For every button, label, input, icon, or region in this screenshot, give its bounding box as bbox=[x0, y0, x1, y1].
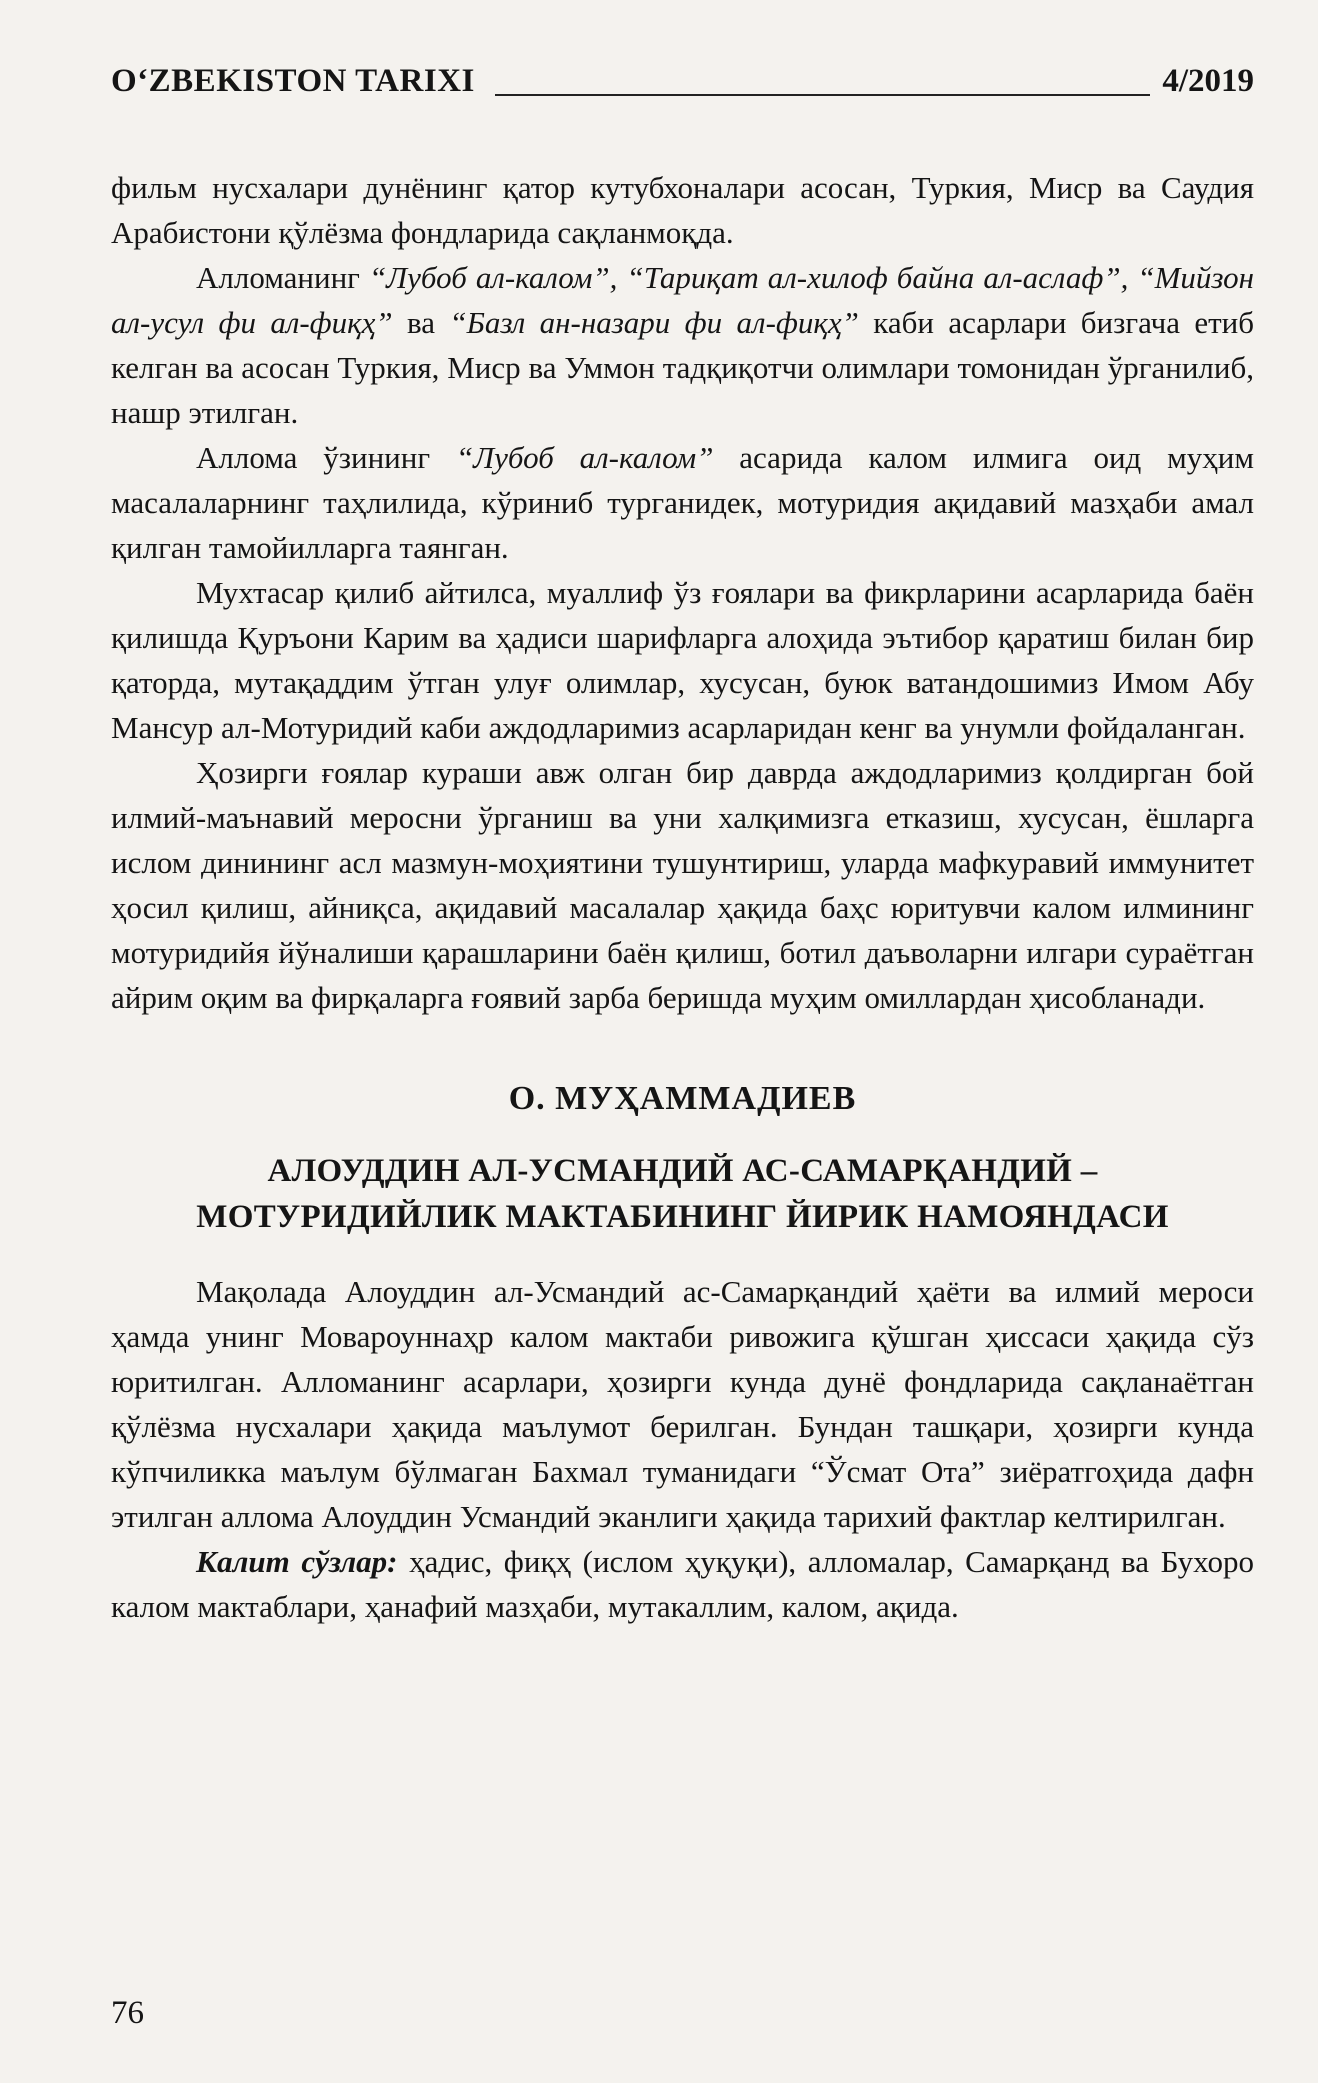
paragraph-3 bbox=[111, 435, 1254, 570]
journal-title: O‘ZBEKISTON TARIXI bbox=[111, 63, 475, 99]
header-rule bbox=[495, 94, 1150, 96]
issue-number: 4/2019 bbox=[1162, 63, 1254, 99]
paragraph-1: фильм нусхалари дунёнинг қатор кутубхоналари асосан, Туркия, Миср ва Саудия Арабистони қўлёзма фондларида сақланмоқда. bbox=[111, 170, 1254, 250]
paragraph-2-works-2: “Базл ан-назари фи ал-фиқҳ” bbox=[449, 305, 859, 340]
keywords-text: ҳадис, фиқҳ (ислом ҳуқуқи), алломалар, Самарқанд ва Бухоро калом мактаблари, ҳанафий мазҳаби, мутакаллим, калом, ақида. bbox=[111, 1544, 1254, 1624]
article-keywords bbox=[111, 1539, 1254, 1629]
paragraph-5: Ҳозирги ғоялар кураши авж олган бир даврда аждодларимиз қолдирган бой илмий-маънавий меросни ўрганиш ва уни халқимизга етказиш, хусусан, ёшларга ислом динининг асл мазмун-моҳиятини тушунтириш, уларда мафкуравий иммунитет ҳосил қилиш, айниқса, ақидавий масалалар ҳақида баҳс юритувчи калом илмининг мотуридийя йўналиши қарашларини баён қилиш, ботил даъволарни илгари сураётган айрим оқим ва фирқаларга ғоявий зарба беришда муҳим омиллардан ҳисобланади. bbox=[111, 755, 1254, 1015]
paragraph-2-works-1: “Лубоб ал-калом”, “Тариқат ал-хилоф байна ал-аслаф”, “Мийзон ал-усул фи ал-фиқҳ” bbox=[111, 260, 1254, 340]
article-abstract: Мақолада Алоуддин ал-Усмандий ас-Самарқандий ҳаёти ва илмий мероси ҳамда унинг Мовароуннаҳр калом мактаби ривожига қўшган ҳиссаси ҳақида сўз юритилган. Алломанинг асарлари, ҳозирги кунда дунё фондларида сақланаётган қўлёзма нусхалари ҳақида маълумот берилган. Бундан ташқари, ҳозирги кунда кўпчиликка маълум бўлмаган Бахмал туманидаги “Ўсмат Ота” зиёратгоҳида дафн этилган аллома Алоуддин Усмандий эканлиги ҳақида тарихий фактлар келтирилган. bbox=[111, 1274, 1254, 1534]
paragraph-2 bbox=[111, 255, 1254, 435]
paragraph-3-work: “Лубоб ал-калом” bbox=[455, 440, 714, 475]
main-text bbox=[111, 165, 1254, 1629]
paragraph-4: Мухтасар қилиб айтилса, муаллиф ўз ғоялари ва фикрларини асарларида баён қилишда Қуръони Карим ва ҳадиси шарифларга алоҳида эътибор қаратиш билан бир қаторда, мутақаддим ўтган улуғ олимлар, хусусан, буюк ватандошимиз Имом Абу Мансур ал-Мотуридий каби аждодларимиз асарларидан кенг ва унумли фойдаланган. bbox=[111, 575, 1254, 745]
paragraph-2-text-2: ва bbox=[392, 305, 450, 340]
article-title-line-1: АЛОУДДИН АЛ-УСМАНДИЙ АС-САМАРҚАНДИЙ – bbox=[267, 1153, 1098, 1189]
running-header bbox=[111, 58, 1254, 98]
keywords-label: Калит сўзлар: bbox=[196, 1544, 398, 1579]
paragraph-3-text-2: асарида калом илмига оид муҳим масалаларнинг таҳлилида, кўриниб турганидек, мотуридия ақидавий мазҳаби амал қилган тамойилларга таянган. bbox=[111, 440, 1254, 565]
article-author: О. МУҲАММАДИЕВ bbox=[508, 1080, 857, 1117]
paragraph-2-text-1: Алломанинг bbox=[196, 260, 369, 295]
page-number: 76 bbox=[111, 1995, 144, 2031]
article-title-line-2: МОТУРИДИЙЛИК МАКТАБИНИНГ ЙИРИК НАМОЯНДАСИ bbox=[196, 1199, 1169, 1235]
paragraph-3-text-1: Аллома ўзининг bbox=[196, 440, 456, 475]
paragraph-2-text-3: каби асарлари бизгача етиб келган ва асосан Туркия, Миср ва Уммон тадқиқотчи олимлари томонидан ўрганилиб, нашр этилган. bbox=[111, 305, 1255, 430]
article-title bbox=[111, 1148, 1254, 1240]
